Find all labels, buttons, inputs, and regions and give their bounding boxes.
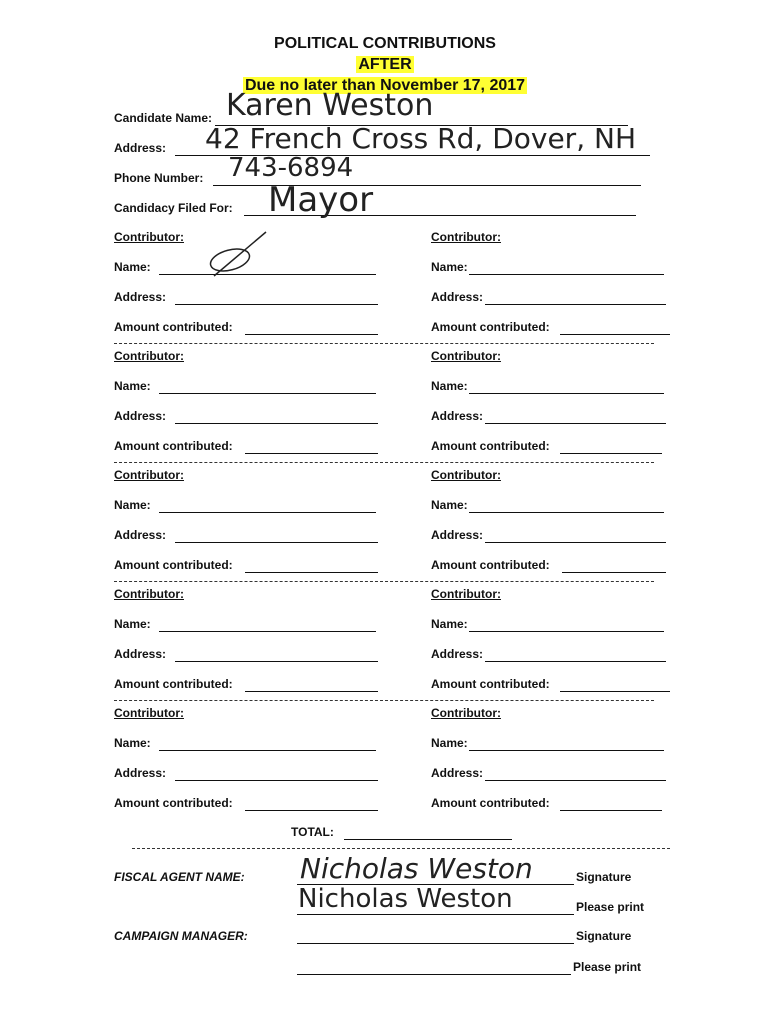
contributor-heading: Contributor:	[431, 468, 501, 482]
contributor-name-label: Name:	[431, 498, 468, 512]
phone-label: Phone Number:	[114, 171, 204, 185]
candidate-address-label: Address:	[114, 141, 167, 155]
contributor-name-label: Name:	[431, 736, 468, 750]
contributor-address-label: Address:	[114, 290, 167, 304]
contributor-heading: Contributor:	[431, 706, 501, 720]
amount-line[interactable]	[245, 453, 378, 454]
candidate-address-value: 42 French Cross Rd, Dover, NH	[205, 122, 636, 155]
contributor-address-label: Address:	[114, 766, 167, 780]
contributor-heading: Contributor:	[114, 706, 184, 720]
contributor-name-label: Name:	[431, 260, 468, 274]
amount-line[interactable]	[245, 810, 378, 811]
campaign-manager-label: CAMPAIGN MANAGER:	[114, 929, 248, 943]
contributor-heading: Contributor:	[114, 230, 184, 244]
amount-line[interactable]	[560, 691, 670, 692]
contributor-heading: Contributor:	[114, 587, 184, 601]
print-label: Please print	[576, 900, 645, 914]
candidacy-value: Mayor	[268, 180, 374, 220]
contributor-name-line[interactable]	[469, 631, 664, 632]
amount-label: Amount contributed:	[431, 677, 550, 691]
contributor-name-line[interactable]	[159, 393, 376, 394]
contributor-heading: Contributor:	[431, 230, 501, 244]
contributor-address-label: Address:	[431, 409, 484, 423]
amount-line[interactable]	[245, 334, 378, 335]
contributor-name-label: Name:	[114, 617, 151, 631]
contributor-name-line[interactable]	[469, 750, 664, 751]
contributor-address-label: Address:	[431, 528, 484, 542]
amount-line[interactable]	[560, 334, 670, 335]
contributor-address-label: Address:	[114, 647, 167, 661]
campaign-manager-signature-line[interactable]	[297, 943, 574, 944]
contributor-address-line[interactable]	[485, 542, 666, 543]
form-title: POLITICAL CONTRIBUTIONS	[274, 35, 496, 52]
contributor-address-label: Address:	[431, 290, 484, 304]
fiscal-agent-print-line[interactable]	[297, 914, 574, 915]
contributor-name-line[interactable]	[469, 274, 664, 275]
contributor-address-label: Address:	[431, 647, 484, 661]
contributor-address-line[interactable]	[175, 304, 378, 305]
amount-label: Amount contributed:	[431, 320, 550, 334]
total-divider	[132, 848, 670, 849]
campaign-manager-print-line[interactable]	[297, 974, 571, 975]
contributor-heading: Contributor:	[114, 468, 184, 482]
amount-line[interactable]	[245, 691, 378, 692]
amount-label: Amount contributed:	[114, 320, 233, 334]
contributor-address-line[interactable]	[485, 661, 666, 662]
form-subtitle	[0, 56, 770, 74]
contributor-address-line[interactable]	[485, 423, 666, 424]
contributor-name-label: Name:	[431, 617, 468, 631]
contributor-address-line[interactable]	[485, 304, 666, 305]
contributor-name-label: Name:	[114, 379, 151, 393]
signature-label: Signature	[576, 929, 632, 943]
amount-label: Amount contributed:	[114, 439, 233, 453]
amount-line[interactable]	[562, 572, 666, 573]
contributor-address-label: Address:	[431, 766, 484, 780]
phone-value: 743-6894	[228, 153, 354, 183]
contributor-name-label: Name:	[114, 736, 151, 750]
contributor-address-line[interactable]	[175, 661, 378, 662]
contributor-heading: Contributor:	[431, 587, 501, 601]
contributor-address-line[interactable]	[175, 542, 378, 543]
section-divider	[114, 700, 654, 701]
candidate-name-label: Candidate Name:	[114, 111, 213, 125]
fiscal-agent-signature: Nicholas Weston	[300, 852, 533, 885]
candidate-name-value: Karen Weston	[226, 88, 434, 123]
total-label: TOTAL:	[291, 825, 334, 839]
contributor-name-line[interactable]	[159, 631, 376, 632]
due-date-highlight: Due no later than November 17, 2017	[244, 77, 526, 94]
contributor-name-line[interactable]	[159, 512, 376, 513]
amount-label: Amount contributed:	[431, 439, 550, 453]
amount-line[interactable]	[560, 810, 662, 811]
amount-label: Amount contributed:	[431, 558, 550, 572]
contributor-name-line[interactable]	[469, 393, 664, 394]
fiscal-agent-label: FISCAL AGENT NAME:	[114, 870, 245, 884]
contributor-address-label: Address:	[114, 409, 167, 423]
amount-line[interactable]	[560, 453, 662, 454]
contributor-address-line[interactable]	[175, 423, 378, 424]
amount-line[interactable]	[245, 572, 378, 573]
signature-label: Signature	[576, 870, 632, 884]
contributor-heading: Contributor:	[431, 349, 501, 363]
contributor-address-label: Address:	[114, 528, 167, 542]
contributor-name-label: Name:	[114, 260, 151, 274]
contributor-address-line[interactable]	[175, 780, 378, 781]
section-divider	[114, 343, 654, 344]
amount-label: Amount contributed:	[114, 677, 233, 691]
contributor-name-label: Name:	[114, 498, 151, 512]
subtitle-highlight: AFTER	[358, 56, 412, 73]
contributor-heading: Contributor:	[114, 349, 184, 363]
total-line[interactable]	[344, 839, 512, 840]
section-divider	[114, 581, 654, 582]
candidacy-label: Candidacy Filed For:	[114, 201, 233, 215]
amount-label: Amount contributed:	[114, 796, 233, 810]
zero-scribble	[200, 230, 275, 280]
contributor-name-line[interactable]	[469, 512, 664, 513]
print-label: Please print	[573, 960, 642, 974]
section-divider	[114, 462, 654, 463]
contributor-address-line[interactable]	[485, 780, 666, 781]
amount-label: Amount contributed:	[431, 796, 550, 810]
amount-label: Amount contributed:	[114, 558, 233, 572]
contributor-name-line[interactable]	[159, 750, 376, 751]
contributor-name-label: Name:	[431, 379, 468, 393]
fiscal-agent-print-name: Nicholas Weston	[298, 884, 513, 914]
